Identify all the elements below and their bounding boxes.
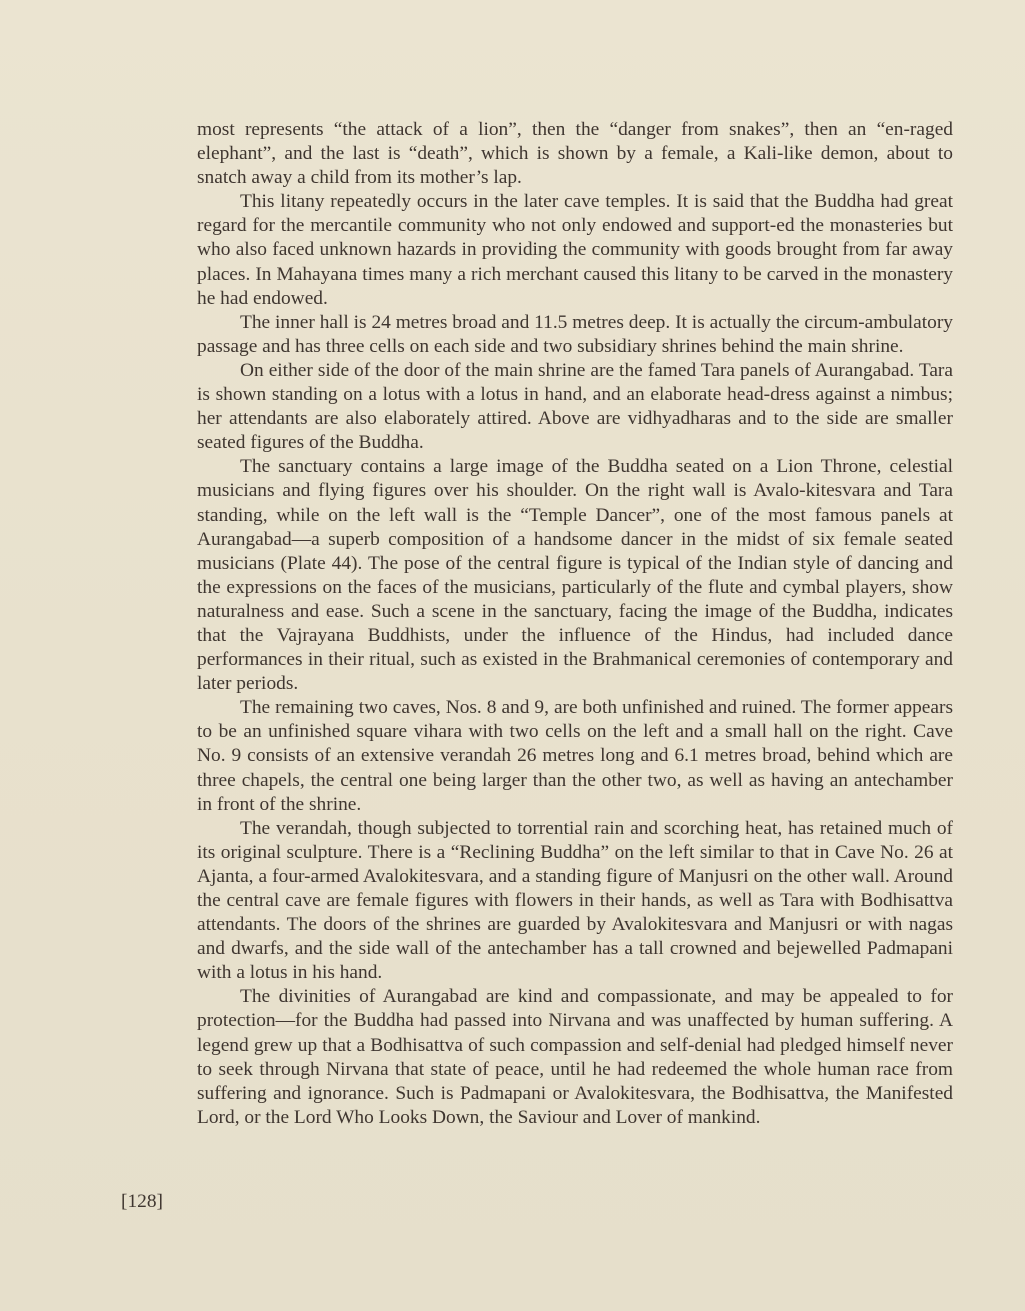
paragraph-1: most represents “the attack of a lion”, then the “danger from snakes”, then an “en-raged elephant”, and the last is “death”, which is shown by a female, a Kali-like demon, about to snatch away a child from its mother’s lap. [197,119,953,189]
paragraph-8: The divinities of Aurangabad are kind and compassionate, and may be appealed to for protection—for the Buddha had passed into Nirvana and was unaffected by human suffering. A legend grew up that a Bodhisattva of such compassion and self-denial had pledged himself never to seek through Nirvana that state of peace, until he had redeemed the whole human race from suffering and ignorance. Such is Padmapani or Avalokitesvara, the Bodhisattva, the Manifested Lord, or the Lord Who Looks Down, the Saviour and Lover of mankind. [197,986,953,1128]
paragraph-4: On either side of the door of the main shrine are the famed Tara panels of Aurangabad. Tara is shown standing on a lotus with a lotus in hand, and an elaborate head-dress against a nimbus; her attendants are also elaborately attired. Above are vidhyadharas and to the side are smaller seated figures of the Buddha. [197,359,953,454]
page-number: [128] [121,1191,164,1212]
paragraph-5: The sanctuary contains a large image of the Buddha seated on a Lion Throne, celestial musicians and flying figures over his shoulder. On the right wall is Avalo-kitesvara and Tara standing, while on the left wall is the “Temple Dancer”, one of the most famous panels at Aurangabad—a superb composition of a handsome dancer in the midst of six female seated musicians (Plate 44). The pose of the central figure is typical of the Indian style of dancing and the expressions on the faces of the musicians, particularly of the flute and cymbal players, show naturalness and ease. Such a scene in the sanctuary, facing the image of the Buddha, indicates that the Vajrayana Buddhists, under the influence of the Hindus, had included dance performances in their ritual, such as existed in the Brahmanical ceremonies of contemporary and later periods. [197,456,953,695]
body-text [197,118,953,1130]
paragraph-3: The inner hall is 24 metres broad and 11.5 metres deep. It is actually the circum-ambulatory passage and has three cells on each side and two subsidiary shrines behind the main shrine. [197,311,953,357]
paragraph-6: The remaining two caves, Nos. 8 and 9, are both unfinished and ruined. The former appears to be an unfinished square vihara with two cells on the left and a small hall on the right. Cave No. 9 consists of an extensive verandah 26 metres long and 6.1 metres broad, behind which are three chapels, the central one being larger than the other two, as well as having an antechamber in front of the shrine. [197,697,953,815]
paragraph-7: The verandah, though subjected to torrential rain and scorching heat, has retained much of its original sculpture. There is a “Reclining Buddha” on the left similar to that in Cave No. 26 at Ajanta, a four-armed Avalokitesvara, and a standing figure of Manjusri on the other wall. Around the central cave are female figures with flowers in their hands, as well as Tara with Bodhisattva attendants. The doors of the shrines are guarded by Avalokitesvara and Manjusri or with nagas and dwarfs, and the side wall of the antechamber has a tall crowned and bejewelled Padmapani with a lotus in his hand. [197,817,953,984]
paragraph-2: This litany repeatedly occurs in the later cave temples. It is said that the Buddha had great regard for the mercantile community who not only endowed and support-ed the monasteries but who also faced unknown hazards in providing the community with goods brought from far away places. In Mahayana times many a rich merchant caused this litany to be carved in the monastery he had endowed. [197,191,953,309]
